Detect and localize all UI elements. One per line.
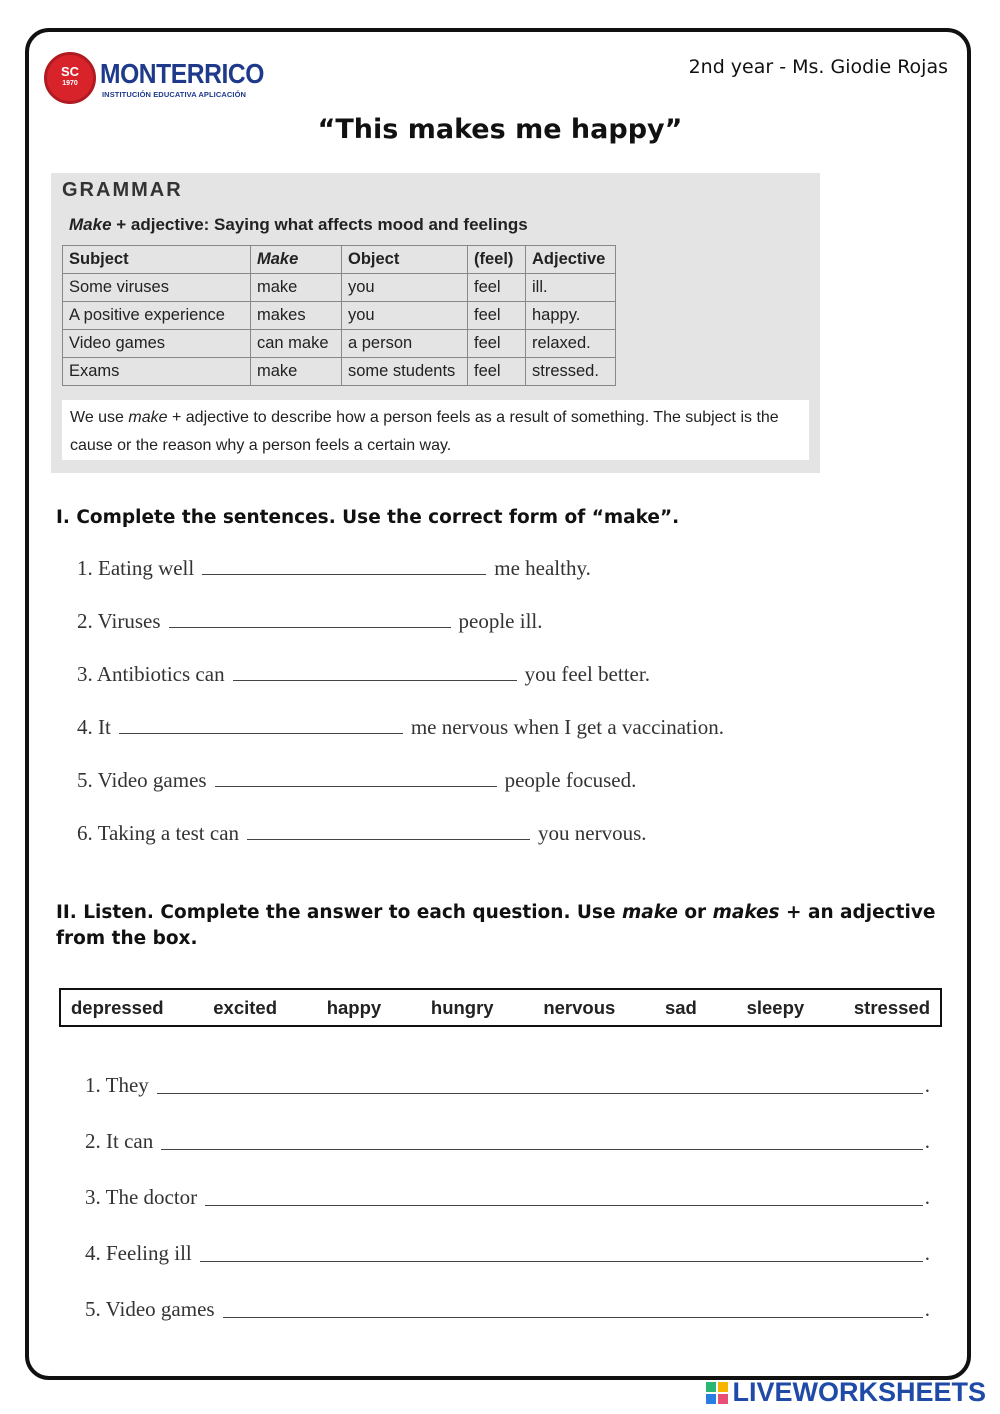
brand-blocks-icon <box>706 1382 728 1404</box>
column-header: Subject <box>63 246 251 274</box>
logo-badge: SC 1970 <box>44 52 96 104</box>
table-cell: feel <box>468 274 526 302</box>
table-cell: happy. <box>526 302 616 330</box>
table-cell: make <box>251 358 342 386</box>
word-item: sleepy <box>746 996 805 1018</box>
table-cell: makes <box>251 302 342 330</box>
word-item: depressed <box>71 996 164 1018</box>
table-cell: Some viruses <box>63 274 251 302</box>
grammar-heading: GRAMMAR <box>62 179 183 201</box>
sentence-4: 4. It me nervous when I get a vaccination. <box>77 715 724 739</box>
answer-row-4: 4. Feeling ill . <box>85 1241 930 1265</box>
table-cell: some students <box>342 358 468 386</box>
section1-heading: I. Complete the sentences. Use the correct form of “make”. <box>56 507 680 528</box>
answer-blank[interactable] <box>247 821 530 840</box>
table-row <box>63 274 616 302</box>
word-item: sad <box>664 996 697 1018</box>
answer-line[interactable] <box>223 1316 923 1318</box>
table-cell: stressed. <box>526 358 616 386</box>
table-cell: feel <box>468 302 526 330</box>
table-cell: A positive experience <box>63 302 251 330</box>
table-row <box>63 330 616 358</box>
answer-line[interactable] <box>157 1092 923 1094</box>
school-logo <box>44 52 264 108</box>
table-cell: ill. <box>526 274 616 302</box>
answer-line[interactable] <box>200 1260 923 1262</box>
table-header-row <box>63 246 616 274</box>
sentence-6: 6. Taking a test can you nervous. <box>77 821 647 845</box>
table-row <box>63 358 616 386</box>
answer-row-3: 3. The doctor . <box>85 1185 930 1209</box>
logo-tagline: INSTITUCIÓN EDUCATIVA APLICACIÓN <box>102 90 247 99</box>
table-row <box>63 302 616 330</box>
grammar-subtitle: Make + adjective: Saying what affects mood and feelings <box>69 215 528 234</box>
sentence-3: 3. Antibiotics can you feel better. <box>77 662 650 686</box>
table-cell: Video games <box>63 330 251 358</box>
table-cell: Exams <box>63 358 251 386</box>
word-item: nervous <box>543 996 616 1018</box>
table-cell: feel <box>468 358 526 386</box>
column-header: Object <box>342 246 468 274</box>
answer-line[interactable] <box>161 1148 923 1150</box>
column-header: (feel) <box>468 246 526 274</box>
teacher-label: 2nd year - Ms. Giodie Rojas <box>688 56 948 78</box>
word-item: excited <box>213 996 278 1018</box>
grammar-note: We use make + adjective to describe how a person feels as a result of something. The subject is the cause or the reason why a person feels a certain way. <box>62 400 809 460</box>
table-cell: relaxed. <box>526 330 616 358</box>
table-cell: you <box>342 302 468 330</box>
answer-blank[interactable] <box>233 662 517 681</box>
table-cell: a person <box>342 330 468 358</box>
answer-blank[interactable] <box>169 609 451 628</box>
liveworksheets-brand: LIVEWORKSHEETS <box>706 1377 986 1408</box>
table-cell: can make <box>251 330 342 358</box>
word-item: stressed <box>853 996 930 1018</box>
answer-row-2: 2. It can . <box>85 1129 930 1153</box>
sentence-2: 2. Viruses people ill. <box>77 609 543 633</box>
answer-row-1: 1. They . <box>85 1073 930 1097</box>
answer-blank[interactable] <box>119 715 403 734</box>
grammar-box <box>51 173 820 473</box>
answer-blank[interactable] <box>202 556 486 575</box>
table-cell: you <box>342 274 468 302</box>
word-item: hungry <box>430 996 494 1018</box>
table-cell: make <box>251 274 342 302</box>
logo-name: MONTERRICO <box>100 58 264 89</box>
answer-row-5: 5. Video games . <box>85 1297 930 1321</box>
answer-blank[interactable] <box>215 768 497 787</box>
section2-heading: II. Listen. Complete the answer to each question. Use make or makes + an adjective from the box. <box>56 902 936 949</box>
table-cell: feel <box>468 330 526 358</box>
grammar-table <box>62 245 616 386</box>
column-header: Adjective <box>526 246 616 274</box>
word-item: happy <box>326 996 382 1018</box>
answer-line[interactable] <box>205 1204 923 1206</box>
word-box <box>59 988 942 1027</box>
sentence-1: 1. Eating well me healthy. <box>77 556 591 580</box>
page-title: “This makes me happy” <box>317 114 683 145</box>
sentence-5: 5. Video games people focused. <box>77 768 637 792</box>
column-header: Make <box>251 246 342 274</box>
